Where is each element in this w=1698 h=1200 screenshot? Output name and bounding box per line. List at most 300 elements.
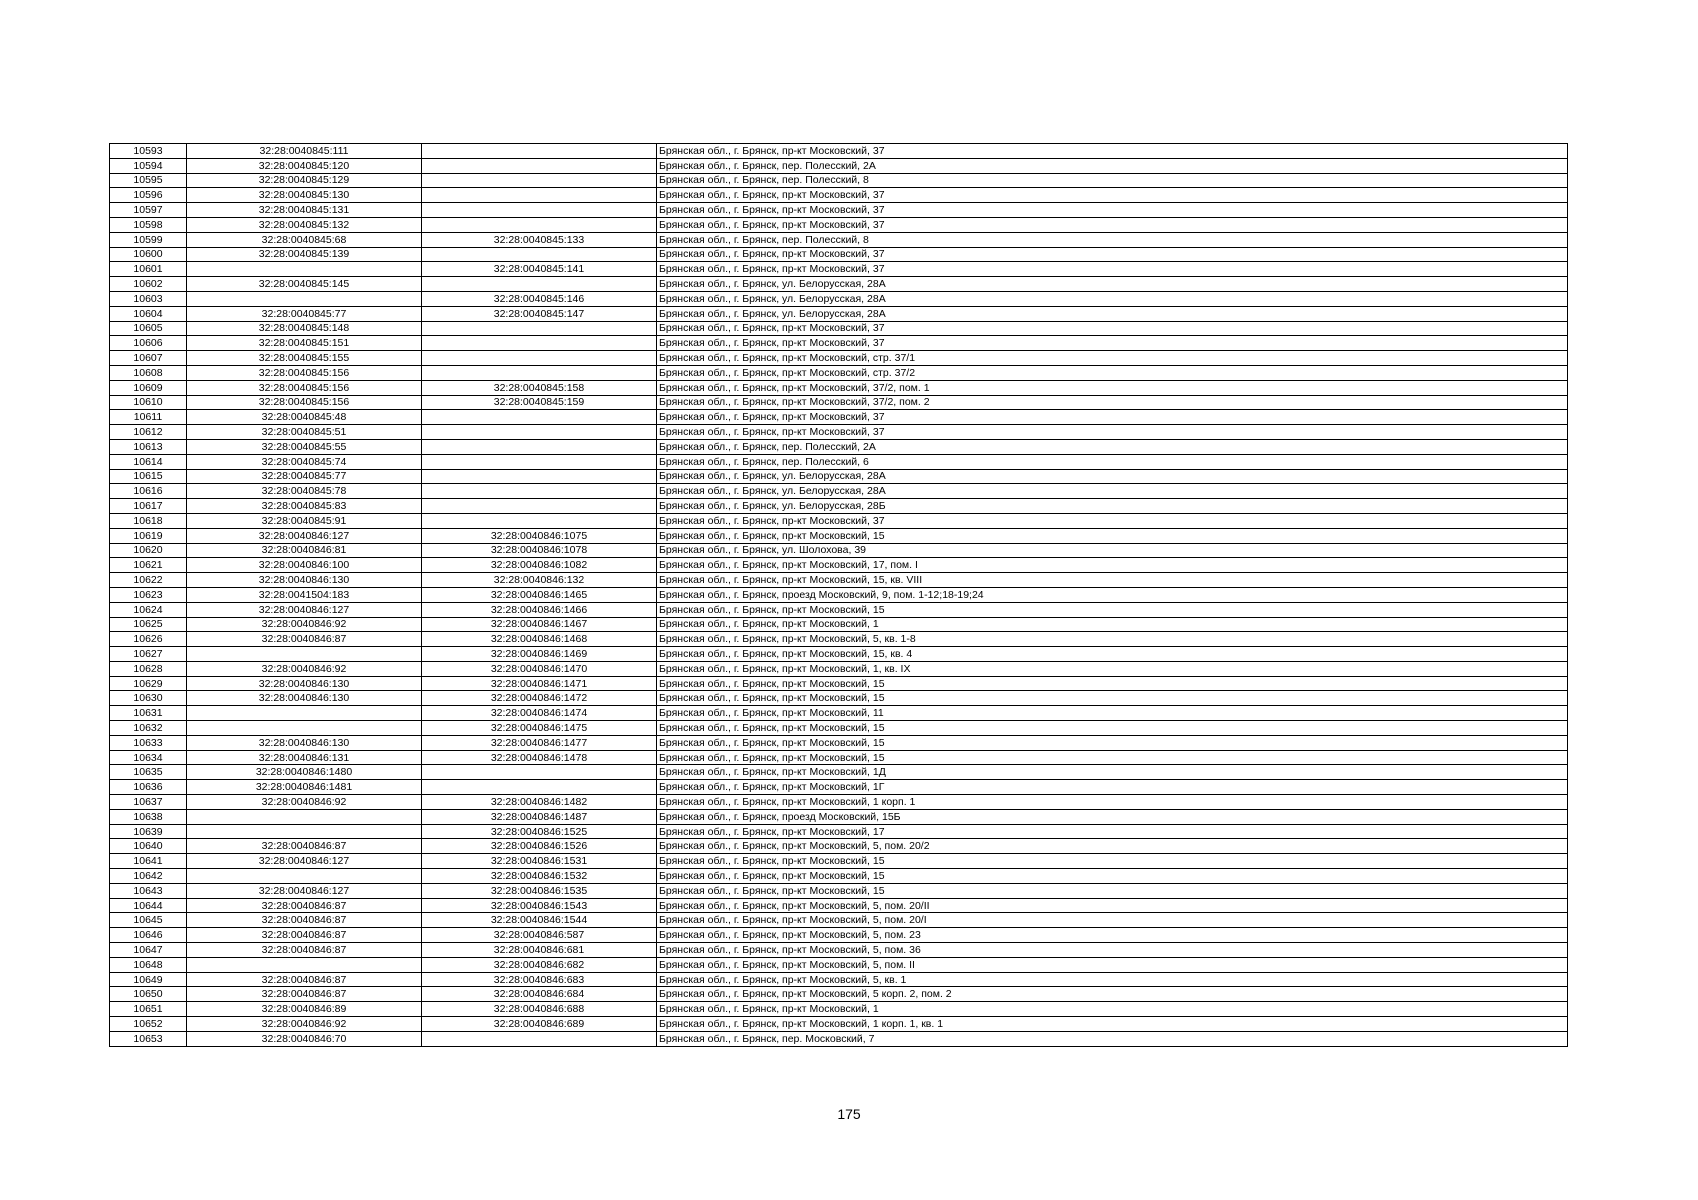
table-row — [110, 484, 1568, 499]
row-number-cell: 10643 — [110, 883, 187, 898]
address-cell: Брянская обл., г. Брянск, пр-кт Московский, 15 — [657, 735, 1568, 750]
address-cell: Брянская обл., г. Брянск, пр-кт Московский, 15 — [657, 750, 1568, 765]
table-row — [110, 203, 1568, 218]
row-number-cell: 10608 — [110, 365, 187, 380]
cadastral-number-cell: 32:28:0040846:87 — [187, 839, 422, 854]
cadastral-number-cell: 32:28:0040846:127 — [187, 854, 422, 869]
object-cadastral-number-cell — [422, 158, 657, 173]
cadastral-number-cell: 32:28:0040846:87 — [187, 898, 422, 913]
row-number-cell: 10598 — [110, 217, 187, 232]
cadastral-number-cell — [187, 721, 422, 736]
object-cadastral-number-cell: 32:28:0040845:133 — [422, 232, 657, 247]
table-row — [110, 499, 1568, 514]
row-number-cell: 10650 — [110, 987, 187, 1002]
cadastral-number-cell: 32:28:0040845:55 — [187, 439, 422, 454]
row-number-cell: 10604 — [110, 306, 187, 321]
object-cadastral-number-cell: 32:28:0040846:1078 — [422, 543, 657, 558]
address-cell: Брянская обл., г. Брянск, пр-кт Московский, 5, кв. 1 — [657, 972, 1568, 987]
object-cadastral-number-cell — [422, 513, 657, 528]
cadastral-number-cell: 32:28:0040846:127 — [187, 602, 422, 617]
address-cell: Брянская обл., г. Брянск, пр-кт Московский, 15 — [657, 883, 1568, 898]
row-number-cell: 10627 — [110, 647, 187, 662]
cadastral-number-cell: 32:28:0040845:120 — [187, 158, 422, 173]
row-number-cell: 10638 — [110, 809, 187, 824]
cadastral-number-cell: 32:28:0040846:92 — [187, 795, 422, 810]
table-row — [110, 617, 1568, 632]
table-row — [110, 291, 1568, 306]
table-row — [110, 454, 1568, 469]
address-cell: Брянская обл., г. Брянск, ул. Шолохова, 39 — [657, 543, 1568, 558]
table-row — [110, 602, 1568, 617]
row-number-cell: 10612 — [110, 425, 187, 440]
object-cadastral-number-cell: 32:28:0040846:1478 — [422, 750, 657, 765]
row-number-cell: 10625 — [110, 617, 187, 632]
cadastral-number-cell: 32:28:0040846:130 — [187, 573, 422, 588]
cadastral-number-cell: 32:28:0040846:87 — [187, 972, 422, 987]
object-cadastral-number-cell: 32:28:0040846:132 — [422, 573, 657, 588]
cadastral-number-cell: 32:28:0040846:130 — [187, 676, 422, 691]
row-number-cell: 10653 — [110, 1031, 187, 1046]
object-cadastral-number-cell: 32:28:0040846:683 — [422, 972, 657, 987]
object-cadastral-number-cell: 32:28:0040846:1475 — [422, 721, 657, 736]
address-cell: Брянская обл., г. Брянск, пр-кт Московский, 15 — [657, 676, 1568, 691]
object-cadastral-number-cell — [422, 144, 657, 159]
row-number-cell: 10647 — [110, 943, 187, 958]
cadastral-number-cell: 32:28:0040845:129 — [187, 173, 422, 188]
object-cadastral-number-cell — [422, 188, 657, 203]
object-cadastral-number-cell: 32:28:0040846:1544 — [422, 913, 657, 928]
address-cell: Брянская обл., г. Брянск, пр-кт Московский, 15, кв. VIII — [657, 573, 1568, 588]
table-row — [110, 972, 1568, 987]
address-cell: Брянская обл., г. Брянск, пр-кт Московский, 15 — [657, 869, 1568, 884]
table-row — [110, 765, 1568, 780]
object-cadastral-number-cell: 32:28:0040846:682 — [422, 957, 657, 972]
address-cell: Брянская обл., г. Брянск, пр-кт Московский, 5, пом. 20/II — [657, 898, 1568, 913]
object-cadastral-number-cell — [422, 365, 657, 380]
object-cadastral-number-cell — [422, 336, 657, 351]
object-cadastral-number-cell — [422, 247, 657, 262]
address-cell: Брянская обл., г. Брянск, пр-кт Московский, 1Г — [657, 780, 1568, 795]
address-cell: Брянская обл., г. Брянск, ул. Белорусская, 28А — [657, 469, 1568, 484]
object-cadastral-number-cell: 32:28:0040846:684 — [422, 987, 657, 1002]
table-row — [110, 158, 1568, 173]
object-cadastral-number-cell — [422, 410, 657, 425]
object-cadastral-number-cell: 32:28:0040845:141 — [422, 262, 657, 277]
row-number-cell: 10602 — [110, 277, 187, 292]
object-cadastral-number-cell: 32:28:0040846:1487 — [422, 809, 657, 824]
address-cell: Брянская обл., г. Брянск, пр-кт Московский, 1 корп. 1 — [657, 795, 1568, 810]
object-cadastral-number-cell: 32:28:0040846:1472 — [422, 691, 657, 706]
cadastral-number-cell: 32:28:0040846:87 — [187, 632, 422, 647]
row-number-cell: 10603 — [110, 291, 187, 306]
table-row — [110, 780, 1568, 795]
cadastral-number-cell — [187, 262, 422, 277]
row-number-cell: 10606 — [110, 336, 187, 351]
address-cell: Брянская обл., г. Брянск, пер. Полесский, 6 — [657, 454, 1568, 469]
row-number-cell: 10601 — [110, 262, 187, 277]
row-number-cell: 10645 — [110, 913, 187, 928]
address-cell: Брянская обл., г. Брянск, пр-кт Московский, 37 — [657, 188, 1568, 203]
row-number-cell: 10636 — [110, 780, 187, 795]
address-cell: Брянская обл., г. Брянск, проезд Московский, 15Б — [657, 809, 1568, 824]
address-cell: Брянская обл., г. Брянск, пр-кт Московский, 15 — [657, 528, 1568, 543]
table-row — [110, 676, 1568, 691]
address-cell: Брянская обл., г. Брянск, пр-кт Московский, 15 — [657, 854, 1568, 869]
row-number-cell: 10611 — [110, 410, 187, 425]
address-cell: Брянская обл., г. Брянск, пр-кт Московский, 15 — [657, 602, 1568, 617]
row-number-cell: 10633 — [110, 735, 187, 750]
table-row — [110, 217, 1568, 232]
cadastral-number-cell: 32:28:0040845:111 — [187, 144, 422, 159]
row-number-cell: 10635 — [110, 765, 187, 780]
object-cadastral-number-cell: 32:28:0040846:1465 — [422, 587, 657, 602]
cadastral-number-cell: 32:28:0041504:183 — [187, 587, 422, 602]
table-row — [110, 898, 1568, 913]
object-cadastral-number-cell: 32:28:0040846:1532 — [422, 869, 657, 884]
object-cadastral-number-cell — [422, 780, 657, 795]
row-number-cell: 10646 — [110, 928, 187, 943]
table-body — [110, 144, 1568, 1047]
cadastral-number-cell: 32:28:0040845:156 — [187, 380, 422, 395]
table-row — [110, 839, 1568, 854]
table-row — [110, 277, 1568, 292]
address-cell: Брянская обл., г. Брянск, пр-кт Московский, 5, пом. 20/2 — [657, 839, 1568, 854]
cadastral-number-cell: 32:28:0040846:87 — [187, 928, 422, 943]
row-number-cell: 10595 — [110, 173, 187, 188]
cadastral-number-cell: 32:28:0040846:92 — [187, 1017, 422, 1032]
address-cell: Брянская обл., г. Брянск, пр-кт Московский, 37 — [657, 425, 1568, 440]
property-table — [109, 143, 1568, 1047]
table-row — [110, 721, 1568, 736]
object-cadastral-number-cell: 32:28:0040846:1467 — [422, 617, 657, 632]
object-cadastral-number-cell: 32:28:0040846:689 — [422, 1017, 657, 1032]
table-row — [110, 691, 1568, 706]
address-cell: Брянская обл., г. Брянск, пр-кт Московский, 37 — [657, 321, 1568, 336]
cadastral-number-cell: 32:28:0040846:87 — [187, 987, 422, 1002]
row-number-cell: 10629 — [110, 676, 187, 691]
address-cell: Брянская обл., г. Брянск, ул. Белорусская, 28А — [657, 306, 1568, 321]
object-cadastral-number-cell: 32:28:0040846:1543 — [422, 898, 657, 913]
address-cell: Брянская обл., г. Брянск, пр-кт Московский, 37/2, пом. 2 — [657, 395, 1568, 410]
cadastral-number-cell: 32:28:0040846:87 — [187, 913, 422, 928]
object-cadastral-number-cell: 32:28:0040846:587 — [422, 928, 657, 943]
address-cell: Брянская обл., г. Брянск, пр-кт Московский, 5, пом. II — [657, 957, 1568, 972]
table-row — [110, 854, 1568, 869]
address-cell: Брянская обл., г. Брянск, пер. Московский, 7 — [657, 1031, 1568, 1046]
object-cadastral-number-cell: 32:28:0040846:1525 — [422, 824, 657, 839]
row-number-cell: 10652 — [110, 1017, 187, 1032]
table-row — [110, 410, 1568, 425]
row-number-cell: 10637 — [110, 795, 187, 810]
address-cell: Брянская обл., г. Брянск, пр-кт Московский, 37 — [657, 144, 1568, 159]
row-number-cell: 10640 — [110, 839, 187, 854]
cadastral-number-cell — [187, 706, 422, 721]
table-row — [110, 869, 1568, 884]
row-number-cell: 10621 — [110, 558, 187, 573]
object-cadastral-number-cell: 32:28:0040845:158 — [422, 380, 657, 395]
row-number-cell: 10620 — [110, 543, 187, 558]
cadastral-number-cell: 32:28:0040845:156 — [187, 395, 422, 410]
address-cell: Брянская обл., г. Брянск, пр-кт Московский, 37 — [657, 247, 1568, 262]
table-row — [110, 913, 1568, 928]
cadastral-number-cell: 32:28:0040846:100 — [187, 558, 422, 573]
object-cadastral-number-cell — [422, 484, 657, 499]
cadastral-number-cell — [187, 291, 422, 306]
cadastral-number-cell: 32:28:0040845:156 — [187, 365, 422, 380]
address-cell: Брянская обл., г. Брянск, пер. Полесский, 2А — [657, 158, 1568, 173]
address-cell: Брянская обл., г. Брянск, пр-кт Московский, 37 — [657, 262, 1568, 277]
object-cadastral-number-cell: 32:28:0040845:147 — [422, 306, 657, 321]
table-row — [110, 232, 1568, 247]
cadastral-number-cell: 32:28:0040846:127 — [187, 883, 422, 898]
table-row — [110, 706, 1568, 721]
table-row — [110, 647, 1568, 662]
object-cadastral-number-cell: 32:28:0040846:1531 — [422, 854, 657, 869]
object-cadastral-number-cell — [422, 765, 657, 780]
address-cell: Брянская обл., г. Брянск, пр-кт Московский, 17, пом. I — [657, 558, 1568, 573]
object-cadastral-number-cell: 32:28:0040846:1082 — [422, 558, 657, 573]
row-number-cell: 10605 — [110, 321, 187, 336]
cadastral-number-cell: 32:28:0040845:132 — [187, 217, 422, 232]
table-row — [110, 469, 1568, 484]
table-row — [110, 336, 1568, 351]
address-cell: Брянская обл., г. Брянск, пр-кт Московский, стр. 37/1 — [657, 351, 1568, 366]
object-cadastral-number-cell: 32:28:0040846:1535 — [422, 883, 657, 898]
address-cell: Брянская обл., г. Брянск, ул. Белорусская, 28А — [657, 484, 1568, 499]
cadastral-number-cell: 32:28:0040845:48 — [187, 410, 422, 425]
cadastral-number-cell: 32:28:0040846:92 — [187, 617, 422, 632]
table-row — [110, 587, 1568, 602]
address-cell: Брянская обл., г. Брянск, пр-кт Московский, 11 — [657, 706, 1568, 721]
address-cell: Брянская обл., г. Брянск, пр-кт Московский, 37/2, пом. 1 — [657, 380, 1568, 395]
table-row — [110, 306, 1568, 321]
cadastral-number-cell — [187, 647, 422, 662]
object-cadastral-number-cell — [422, 321, 657, 336]
object-cadastral-number-cell — [422, 499, 657, 514]
object-cadastral-number-cell: 32:28:0040846:688 — [422, 1002, 657, 1017]
object-cadastral-number-cell: 32:28:0040846:1075 — [422, 528, 657, 543]
table-row — [110, 543, 1568, 558]
object-cadastral-number-cell: 32:28:0040846:1526 — [422, 839, 657, 854]
object-cadastral-number-cell: 32:28:0040846:681 — [422, 943, 657, 958]
row-number-cell: 10634 — [110, 750, 187, 765]
address-cell: Брянская обл., г. Брянск, пр-кт Московский, 5, пом. 20/I — [657, 913, 1568, 928]
table-row — [110, 262, 1568, 277]
cadastral-number-cell: 32:28:0040845:148 — [187, 321, 422, 336]
address-cell: Брянская обл., г. Брянск, пр-кт Московский, 15 — [657, 691, 1568, 706]
object-cadastral-number-cell: 32:28:0040846:1466 — [422, 602, 657, 617]
table-row — [110, 558, 1568, 573]
row-number-cell: 10631 — [110, 706, 187, 721]
address-cell: Брянская обл., г. Брянск, пр-кт Московский, 5, пом. 23 — [657, 928, 1568, 943]
cadastral-number-cell: 32:28:0040845:130 — [187, 188, 422, 203]
table-row — [110, 795, 1568, 810]
address-cell: Брянская обл., г. Брянск, пр-кт Московский, 1 — [657, 1002, 1568, 1017]
table-row — [110, 824, 1568, 839]
address-cell: Брянская обл., г. Брянск, пр-кт Московский, 17 — [657, 824, 1568, 839]
cadastral-number-cell: 32:28:0040845:77 — [187, 469, 422, 484]
row-number-cell: 10642 — [110, 869, 187, 884]
cadastral-number-cell: 32:28:0040846:1481 — [187, 780, 422, 795]
cadastral-number-cell: 32:28:0040846:81 — [187, 543, 422, 558]
row-number-cell: 10649 — [110, 972, 187, 987]
row-number-cell: 10615 — [110, 469, 187, 484]
row-number-cell: 10593 — [110, 144, 187, 159]
object-cadastral-number-cell: 32:28:0040846:1470 — [422, 661, 657, 676]
address-cell: Брянская обл., г. Брянск, пр-кт Московский, 15 — [657, 721, 1568, 736]
cadastral-number-cell — [187, 957, 422, 972]
address-cell: Брянская обл., г. Брянск, пр-кт Московский, стр. 37/2 — [657, 365, 1568, 380]
object-cadastral-number-cell — [422, 1031, 657, 1046]
cadastral-number-cell: 32:28:0040846:130 — [187, 691, 422, 706]
object-cadastral-number-cell: 32:28:0040845:159 — [422, 395, 657, 410]
row-number-cell: 10594 — [110, 158, 187, 173]
table-row — [110, 425, 1568, 440]
row-number-cell: 10651 — [110, 1002, 187, 1017]
row-number-cell: 10618 — [110, 513, 187, 528]
address-cell: Брянская обл., г. Брянск, пер. Полесский, 8 — [657, 232, 1568, 247]
table-row — [110, 750, 1568, 765]
cadastral-number-cell — [187, 809, 422, 824]
address-cell: Брянская обл., г. Брянск, пр-кт Московский, 5, пом. 36 — [657, 943, 1568, 958]
address-cell: Брянская обл., г. Брянск, пр-кт Московский, 15, кв. 4 — [657, 647, 1568, 662]
cadastral-number-cell: 32:28:0040845:145 — [187, 277, 422, 292]
object-cadastral-number-cell: 32:28:0040846:1477 — [422, 735, 657, 750]
object-cadastral-number-cell — [422, 173, 657, 188]
object-cadastral-number-cell — [422, 277, 657, 292]
object-cadastral-number-cell — [422, 351, 657, 366]
cadastral-number-cell: 32:28:0040845:77 — [187, 306, 422, 321]
row-number-cell: 10609 — [110, 380, 187, 395]
cadastral-number-cell: 32:28:0040845:131 — [187, 203, 422, 218]
cadastral-number-cell: 32:28:0040846:92 — [187, 661, 422, 676]
table-row — [110, 439, 1568, 454]
cadastral-number-cell: 32:28:0040845:74 — [187, 454, 422, 469]
table-row — [110, 735, 1568, 750]
table-row — [110, 351, 1568, 366]
cadastral-number-cell — [187, 824, 422, 839]
row-number-cell: 10596 — [110, 188, 187, 203]
cadastral-number-cell: 32:28:0040845:83 — [187, 499, 422, 514]
object-cadastral-number-cell — [422, 454, 657, 469]
address-cell: Брянская обл., г. Брянск, пр-кт Московский, 37 — [657, 336, 1568, 351]
object-cadastral-number-cell — [422, 203, 657, 218]
row-number-cell: 10626 — [110, 632, 187, 647]
row-number-cell: 10641 — [110, 854, 187, 869]
row-number-cell: 10616 — [110, 484, 187, 499]
row-number-cell: 10599 — [110, 232, 187, 247]
cadastral-number-cell: 32:28:0040846:70 — [187, 1031, 422, 1046]
cadastral-number-cell: 32:28:0040845:78 — [187, 484, 422, 499]
object-cadastral-number-cell — [422, 469, 657, 484]
address-cell: Брянская обл., г. Брянск, пр-кт Московский, 5, кв. 1-8 — [657, 632, 1568, 647]
row-number-cell: 10624 — [110, 602, 187, 617]
cadastral-number-cell: 32:28:0040845:51 — [187, 425, 422, 440]
row-number-cell: 10622 — [110, 573, 187, 588]
table-row — [110, 1017, 1568, 1032]
address-cell: Брянская обл., г. Брянск, пр-кт Московский, 37 — [657, 203, 1568, 218]
cadastral-number-cell: 32:28:0040846:130 — [187, 735, 422, 750]
object-cadastral-number-cell: 32:28:0040846:1468 — [422, 632, 657, 647]
row-number-cell: 10597 — [110, 203, 187, 218]
cadastral-number-cell: 32:28:0040845:139 — [187, 247, 422, 262]
row-number-cell: 10628 — [110, 661, 187, 676]
page-number: 175 — [837, 1106, 861, 1122]
cadastral-number-cell: 32:28:0040846:127 — [187, 528, 422, 543]
address-cell: Брянская обл., г. Брянск, пр-кт Московский, 37 — [657, 217, 1568, 232]
row-number-cell: 10614 — [110, 454, 187, 469]
address-cell: Брянская обл., г. Брянск, пр-кт Московский, 37 — [657, 410, 1568, 425]
cadastral-number-cell: 32:28:0040846:131 — [187, 750, 422, 765]
object-cadastral-number-cell — [422, 217, 657, 232]
row-number-cell: 10619 — [110, 528, 187, 543]
table-row — [110, 957, 1568, 972]
row-number-cell: 10610 — [110, 395, 187, 410]
cadastral-number-cell — [187, 869, 422, 884]
address-cell: Брянская обл., г. Брянск, пр-кт Московский, 1Д — [657, 765, 1568, 780]
address-cell: Брянская обл., г. Брянск, пр-кт Московский, 1, кв. IX — [657, 661, 1568, 676]
row-number-cell: 10648 — [110, 957, 187, 972]
address-cell: Брянская обл., г. Брянск, пер. Полесский, 2А — [657, 439, 1568, 454]
row-number-cell: 10623 — [110, 587, 187, 602]
address-cell: Брянская обл., г. Брянск, пр-кт Московский, 5 корп. 2, пом. 2 — [657, 987, 1568, 1002]
cadastral-number-cell: 32:28:0040845:151 — [187, 336, 422, 351]
table-row — [110, 883, 1568, 898]
cadastral-number-cell: 32:28:0040846:89 — [187, 1002, 422, 1017]
table-row — [110, 528, 1568, 543]
table-row — [110, 809, 1568, 824]
table-row — [110, 188, 1568, 203]
cadastral-number-cell: 32:28:0040845:155 — [187, 351, 422, 366]
table-row — [110, 573, 1568, 588]
cadastral-number-cell: 32:28:0040846:87 — [187, 943, 422, 958]
object-cadastral-number-cell — [422, 425, 657, 440]
table-row — [110, 943, 1568, 958]
object-cadastral-number-cell: 32:28:0040846:1471 — [422, 676, 657, 691]
row-number-cell: 10644 — [110, 898, 187, 913]
object-cadastral-number-cell: 32:28:0040845:146 — [422, 291, 657, 306]
row-number-cell: 10617 — [110, 499, 187, 514]
table-row — [110, 380, 1568, 395]
address-cell: Брянская обл., г. Брянск, ул. Белорусская, 28Б — [657, 499, 1568, 514]
object-cadastral-number-cell: 32:28:0040846:1482 — [422, 795, 657, 810]
address-cell: Брянская обл., г. Брянск, пер. Полесский, 8 — [657, 173, 1568, 188]
table-row — [110, 661, 1568, 676]
object-cadastral-number-cell — [422, 439, 657, 454]
row-number-cell: 10613 — [110, 439, 187, 454]
cadastral-number-cell: 32:28:0040845:91 — [187, 513, 422, 528]
cadastral-number-cell: 32:28:0040845:68 — [187, 232, 422, 247]
table-row — [110, 247, 1568, 262]
address-cell: Брянская обл., г. Брянск, ул. Белорусская, 28А — [657, 291, 1568, 306]
table-row — [110, 632, 1568, 647]
table-row — [110, 365, 1568, 380]
table-row — [110, 144, 1568, 159]
cadastral-number-cell: 32:28:0040846:1480 — [187, 765, 422, 780]
address-cell: Брянская обл., г. Брянск, ул. Белорусская, 28А — [657, 277, 1568, 292]
table-row — [110, 1031, 1568, 1046]
address-cell: Брянская обл., г. Брянск, пр-кт Московский, 37 — [657, 513, 1568, 528]
address-cell: Брянская обл., г. Брянск, пр-кт Московский, 1 корп. 1, кв. 1 — [657, 1017, 1568, 1032]
object-cadastral-number-cell: 32:28:0040846:1474 — [422, 706, 657, 721]
table-row — [110, 513, 1568, 528]
row-number-cell: 10607 — [110, 351, 187, 366]
row-number-cell: 10632 — [110, 721, 187, 736]
row-number-cell: 10600 — [110, 247, 187, 262]
object-cadastral-number-cell: 32:28:0040846:1469 — [422, 647, 657, 662]
table-row — [110, 321, 1568, 336]
row-number-cell: 10630 — [110, 691, 187, 706]
